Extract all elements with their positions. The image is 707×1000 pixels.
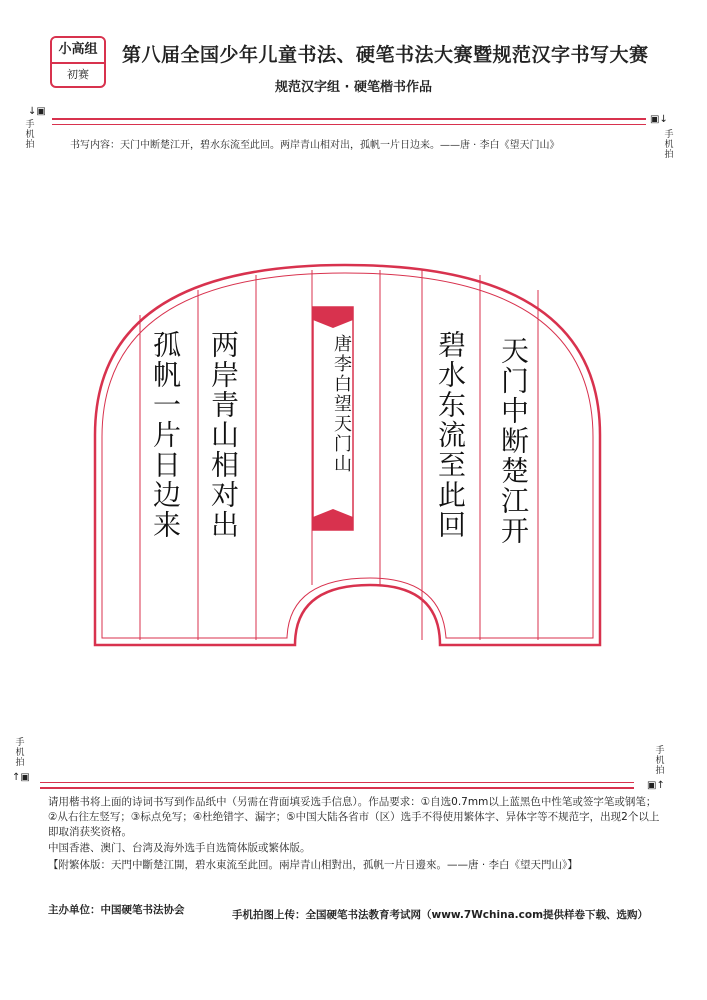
bottom-right-marker (647, 780, 665, 791)
page-subtitle: 规范汉字组 · 硬笔楷书作品 (275, 80, 432, 95)
requirements-text: 请用楷书将上面的诗词书写到作品纸中（另需在背面填妥选手信息）。作品要求：①自选0.7mm以上蓝黑色中性笔或签字笔或钢笔；②从右往左竖写；③标点免写；④杜绝错字、漏字；⑤中国大陆各省市（区）选手不得使用繁体字、异体字等不规范字，出现2个以上即取消获奖资格。 (48, 796, 660, 838)
top-left-photo-note: 手机拍 (25, 120, 35, 150)
poem-column-2: 碧水东流至此回 (434, 330, 467, 540)
poem-column-3: 两岸青山相对出 (207, 330, 240, 540)
bottom-left-photo-note: 手机拍 (15, 738, 25, 768)
organizer: 主办单位：中国硬笔书法协会 (48, 904, 185, 916)
badge-round-label: 初赛 (67, 68, 89, 81)
upload-info: 手机拍图上传：全国硬笔书法教育考试网（www.7Wchina.com提供样卷下载、选购） (232, 909, 649, 921)
camera-icon: ▣ (36, 106, 46, 117)
badge-group-label: 小高组 (52, 38, 104, 64)
content-line: 书写内容：天门中断楚江开，碧水东流至此回。两岸青山相对出，孤帆一片日边来。——唐 · 李白《望天门山》 (70, 140, 560, 151)
page-title: 第八届全国少年儿童书法、硬笔书法大赛暨规范汉字书写大赛 (122, 44, 649, 66)
author-title: 唐李白望天门山 (331, 334, 352, 474)
requirements-traditional: 【附繁体版：天門中斷楚江開，碧水東流至此回。兩岸青山相對出，孤帆一片日邊來。——唐 · 李白《望天門山》】 (48, 859, 578, 871)
top-right-marker (650, 114, 668, 125)
poem-column-4: 孤帆一片日边来 (149, 330, 182, 540)
camera-icon: ▣ (20, 772, 30, 783)
arrow-down-icon: ↓ (28, 106, 37, 117)
top-rule (52, 118, 646, 120)
bottom-right-photo-note: 手机拍 (655, 746, 665, 776)
bottom-rule (40, 787, 634, 789)
arrow-down-icon: ↓ (659, 114, 668, 125)
top-right-photo-note: 手机拍 (664, 130, 674, 160)
bottom-rule-thin (40, 782, 634, 783)
arrow-up-icon: ↑ (656, 780, 665, 791)
camera-icon: ▣ (650, 114, 660, 125)
bottom-left-marker (12, 772, 30, 783)
requirements-overseas: 中国香港、澳门、台湾及海外选手自选简体版或繁体版。 (48, 842, 311, 854)
camera-icon: ▣ (647, 780, 657, 791)
top-left-marker (28, 106, 46, 117)
top-rule-thin (52, 124, 646, 125)
arrow-up-icon: ↑ (12, 772, 21, 783)
poem-column-1: 天门中断楚江开 (497, 336, 530, 546)
